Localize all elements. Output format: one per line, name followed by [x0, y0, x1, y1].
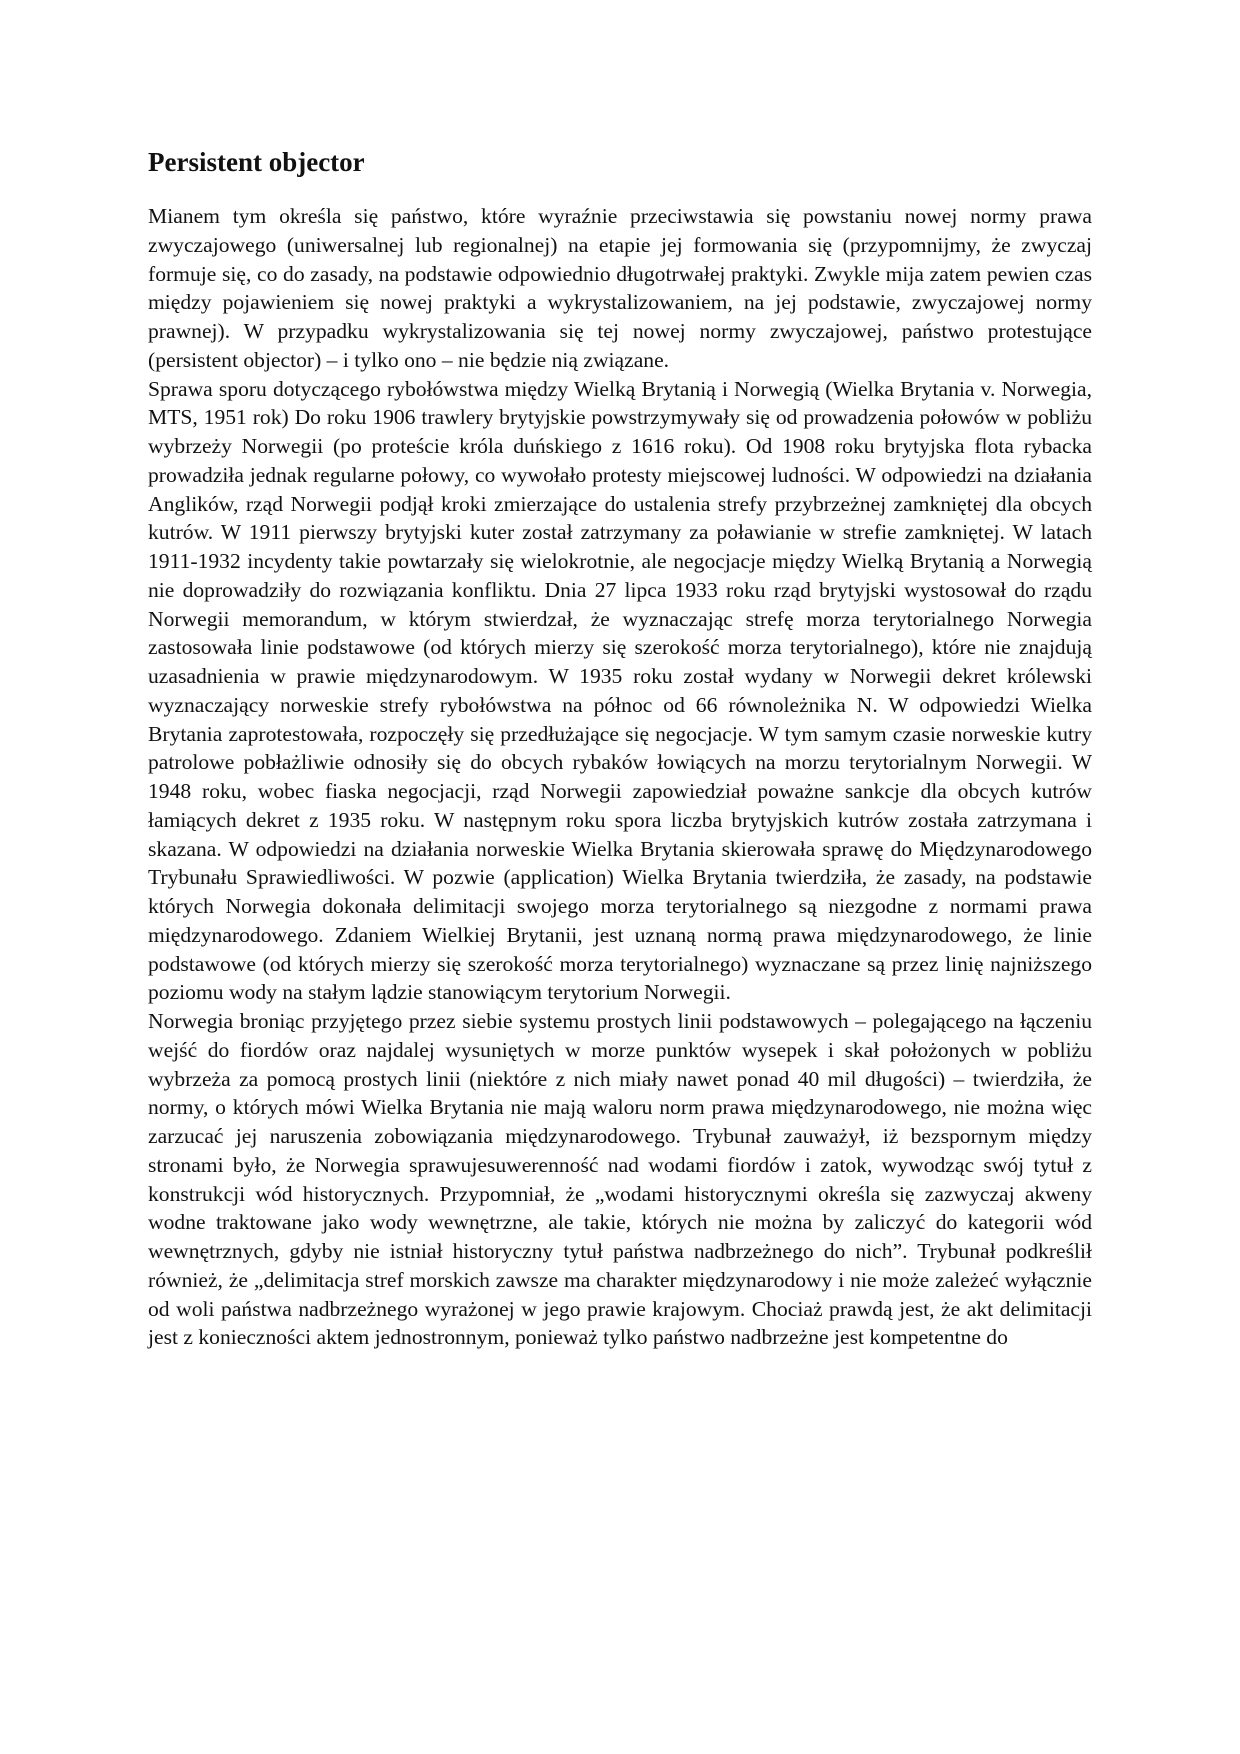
paragraph-persistent-objector-definition: Mianem tym określa się państwo, które wyraźnie przeciwstawia się powstaniu nowej normy prawa zwyczajowego (uniwersalnej lub regionalnej) na etapie jej formowania się (przypomnijmy, że zwyczaj formuje się, co do zasady, na podstawie odpowiednio długotrwałej praktyki. Zwykle mija zatem pewien czas między pojawieniem się nowej praktyki a wykrystalizowaniem, na jej podstawie, zwyczajowej normy prawnej). W przypadku wykrystalizowania się tej nowej normy zwyczajowej, państwo protestujące (persistent objector) – i tylko ono – nie będzie nią związane.	[148, 204, 1092, 372]
paragraph-fisheries-case: Sprawa sporu dotyczącego rybołówstwa między Wielką Brytanią i Norwegią (Wielka Brytania v. Norwegia, MTS, 1951 rok) Do roku 1906 trawlery brytyjskie powstrzymywały się od prowadzenia połowów w pobliżu wybrzeży Norwegii (po proteście króla duńskiego z 1616 roku). Od 1908 roku brytyjska flota rybacka prowadziła jednak regularne połowy, co wywołało protesty miejscowej ludności. W odpowiedzi na działania Anglików, rząd Norwegii podjął kroki zmierzające do ustalenia strefy przybrzeżnej zamkniętej dla obcych kutrów. W 1911 pierwszy brytyjski kuter został zatrzymany za poławianie w strefie zamkniętej. W latach 1911-1932 incydenty takie powtarzały się wielokrotnie, ale negocjacje między Wielką Brytanią a Norwegią nie doprowadziły do rozwiązania konfliktu. Dnia 27 lipca 1933 roku rząd brytyjski wystosował do rządu Norwegii memorandum, w którym stwierdzał, że wyznaczając strefę morza terytorialnego Norwegia zastosowała linie podstawowe (od których mierzy się szerokość morza terytorialnego), które nie znajdują uzasadnienia w prawie międzynarodowym. W 1935 roku został wydany w Norwegii dekret królewski wyznaczający norweskie strefy rybołówstwa na północ od 66 równoleżnika N. W odpowiedzi Wielka Brytania zaprotestowała, rozpoczęły się przedłużające się negocjacje. W tym samym czasie norweskie kutry patrolowe pobłażliwie odnosiły się do obcych rybaków łowiących na morzu terytorialnym Norwegii. W 1948 roku, wobec fiaska negocjacji, rząd Norwegii zapowiedział poważne sankcje dla obcych kutrów łamiących dekret z 1935 roku. W następnym roku spora liczba brytyjskich kutrów została zatrzymana i skazana. W odpowiedzi na działania norweskie Wielka Brytania skierowała sprawę do Międzynarodowego Trybunału Sprawiedliwości. W pozwie (application) Wielka Brytania twierdziła, że zasady, na podstawie których Norwegia dokonała delimitacji swojego morza terytorialnego są niezgodne z normami prawa międzynarodowego. Zdaniem Wielkiej Brytanii, jest uznaną normą prawa międzynarodowego, że linie podstawowe (od których mierzy się szerokość morza terytorialnego) wyznaczane są przez linię najniższego poziomu wody na stałym lądzie stanowiącym terytorium Norwegii.	[148, 376, 1092, 1005]
paragraph-norway-defense: Norwegia broniąc przyjętego przez siebie systemu prostych linii podstawowych – polegającego na łączeniu wejść do fiordów oraz najdalej wysuniętych w morze punktów wysepek i skał położonych w pobliżu wybrzeża za pomocą prostych linii (niektóre z nich miały nawet ponad 40 mil długości) – twierdziła, że normy, o których mówi Wielka Brytania nie mają waloru norm prawa międzynarodowego, nie można więc zarzucać jej naruszenia zobowiązania międzynarodowego. Trybunał zauważył, iż bezspornym między stronami było, że Norwegia sprawujesuwerenność nad wodami fiordów i zatok, wywodząc swój tytuł z konstrukcji wód historycznych. Przypomniał, że „wodami historycznymi określa się zazwyczaj akweny wodne traktowane jako wody wewnętrzne, ale takie, których nie można by zaliczyć do kategorii wód wewnętrznych, gdyby nie istniał historyczny tytuł państwa nadbrzeżnego do nich”. Trybunał podkreślił również, że „delimitacja stref morskich zawsze ma charakter międzynarodowy i nie może zależeć wyłącznie od woli państwa nadbrzeżnego wyrażonej w jego prawie krajowym. Chociaż prawdą jest, że akt delimitacji jest z konieczności aktem jednostronnym, ponieważ tylko państwo nadbrzeżne jest kompetentne do	[148, 1009, 1092, 1350]
document-body	[148, 145, 1092, 1352]
document-title: Persistent objector	[148, 147, 365, 177]
